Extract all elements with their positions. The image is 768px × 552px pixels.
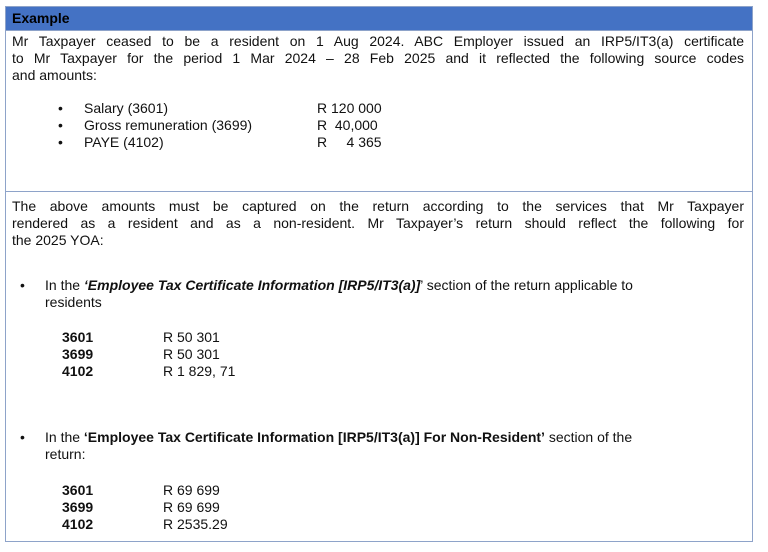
code-label: 3601 (62, 329, 94, 345)
nonresident-section-name: ‘Employee Tax Certificate Information [IRP5/IT3(a)] For Non-Resident’ (83, 429, 545, 445)
nonresident-continuation: return: (45, 446, 86, 462)
bullet-icon: • (20, 277, 25, 293)
resident-continuation: residents (45, 294, 102, 310)
explanation-line-2: rendered as a resident and as a non-resident. Mr Taxpayer’s return should reflect the following for (12, 215, 744, 231)
scenario-cell (6, 31, 752, 192)
item-label: Salary (3601) (84, 100, 169, 116)
intro-line-2: to Mr Taxpayer for the period 1 Mar 2024 – 28 Feb 2025 and it reflected the following source codes (12, 50, 744, 66)
nonresident-prefix: In the (45, 429, 84, 445)
item-amount: R 4 365 (317, 134, 382, 150)
item-label: Gross remuneration (3699) (84, 117, 253, 133)
intro-line-1: Mr Taxpayer ceased to be a resident on 1 Aug 2024. ABC Employer issued an IRP5/IT3(a) certificate (12, 33, 744, 49)
nonresident-suffix: section of the (544, 429, 633, 445)
resident-section-intro (45, 277, 633, 294)
code-label: 3699 (62, 346, 94, 362)
example-header: Example (6, 7, 752, 31)
example-box (5, 6, 753, 542)
explanation-line-3: the 2025 YOA: (12, 232, 104, 248)
explanation-line-1: The above amounts must be captured on the return according to the services that Mr Taxpayer (12, 198, 744, 214)
bullet-icon: • (58, 100, 63, 116)
code-label: 4102 (62, 363, 94, 379)
bullet-icon: • (58, 134, 63, 150)
intro-line-3: and amounts: (12, 67, 97, 83)
code-amount: R 69 699 (163, 482, 220, 498)
explanation-cell (6, 192, 752, 541)
nonresident-section-intro (45, 429, 632, 446)
code-amount: R 1 829, 71 (163, 363, 236, 379)
bullet-icon: • (58, 117, 63, 133)
item-amount: R 40,000 (317, 117, 378, 133)
resident-suffix: ’ section of the return applicable to (420, 277, 633, 293)
item-amount: R 120 000 (317, 100, 382, 116)
code-amount: R 2535.29 (163, 516, 228, 532)
resident-section-name: ‘Employee Tax Certificate Information [IRP5/IT3(a)] (83, 277, 421, 293)
code-label: 3699 (62, 499, 94, 515)
code-amount: R 69 699 (163, 499, 220, 515)
resident-prefix: In the (45, 277, 84, 293)
bullet-icon: • (20, 429, 25, 445)
code-label: 4102 (62, 516, 94, 532)
code-amount: R 50 301 (163, 329, 220, 345)
item-label: PAYE (4102) (84, 134, 164, 150)
code-amount: R 50 301 (163, 346, 220, 362)
code-label: 3601 (62, 482, 94, 498)
